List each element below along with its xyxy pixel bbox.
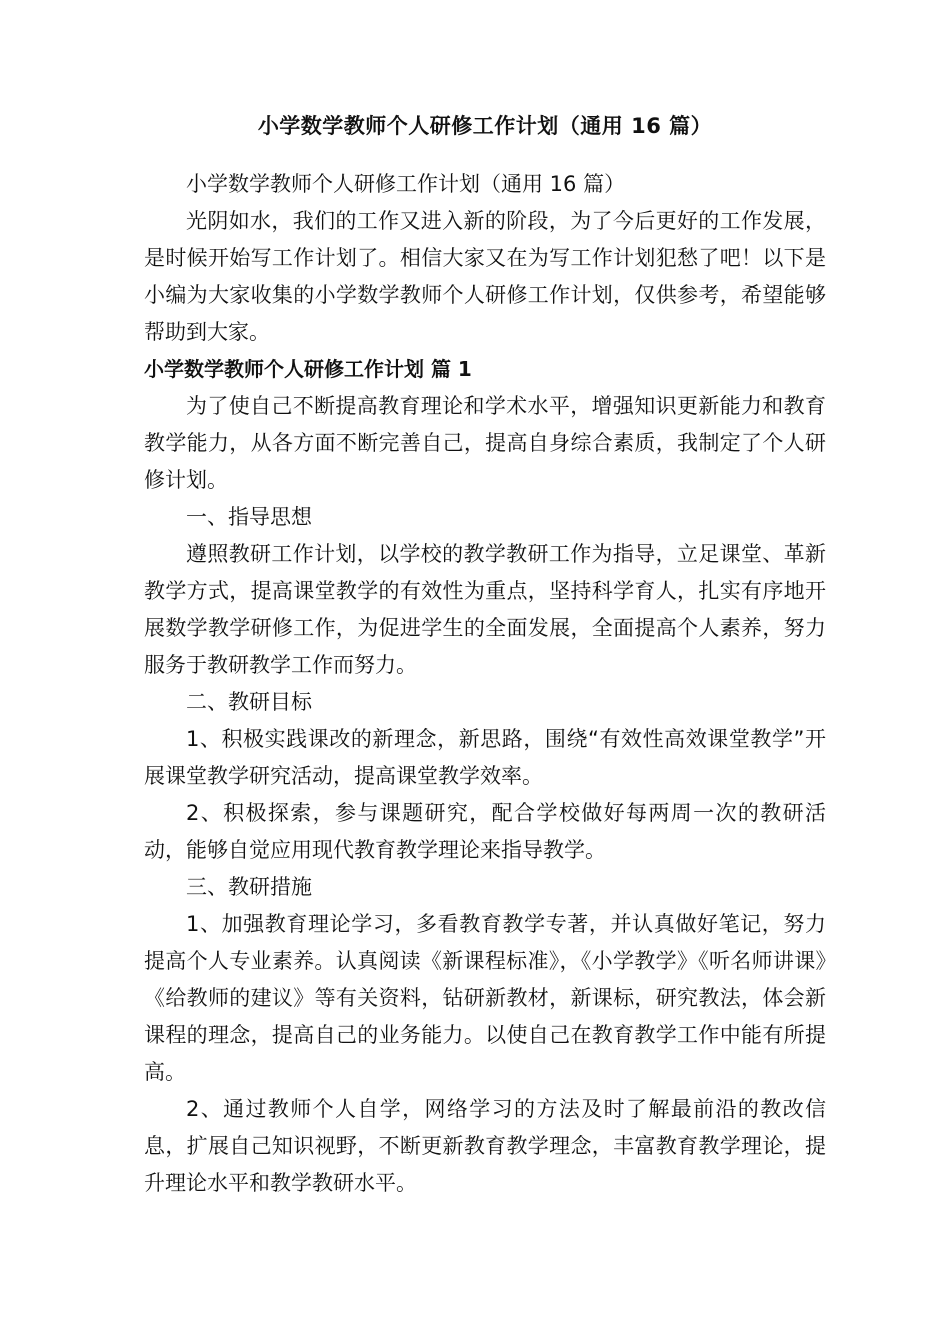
document-page — [144, 108, 826, 1202]
subheading-research-goals: 二、教研目标 — [186, 690, 312, 714]
list-item: 2、积极探索，参与课题研究，配合学校做好每两周一次的教研活动，能够自觉应用现代教育教学理论来指导教学。 — [144, 801, 826, 862]
subheading-guiding-ideology: 一、指导思想 — [186, 505, 312, 529]
section-paragraph: 为了使自己不断提高教育理论和学术水平，增强知识更新能力和教育教学能力，从各方面不断完善自己，提高自身综合素质，我制定了个人研修计划。 — [144, 394, 826, 492]
section-heading: 小学数学教师个人研修工作计划 篇 1 — [144, 357, 472, 381]
document-title: 小学数学教师个人研修工作计划（通用 16 篇） — [257, 114, 713, 138]
subheading-research-measures: 三、教研措施 — [186, 875, 312, 899]
list-item: 1、积极实践课改的新理念，新思路，围绕“有效性高效课堂教学”开展课堂教学研究活动，提高课堂教学效率。 — [144, 727, 826, 788]
list-item: 1、加强教育理论学习，多看教育教学专著，并认真做好笔记，努力提高个人专业素养。认真阅读《新课程标准》，《小学教学》《听名师讲课》《给教师的建议》等有关资料，钻研新教材，新课标，研究教法，体会新课程的理念，提高自己的业务能力。以使自己在教育教学工作中能有所提高。 — [144, 912, 826, 1084]
section-paragraph: 遵照教研工作计划，以学校的教学教研工作为指导，立足课堂、革新教学方式，提高课堂教学的有效性为重点，坚持科学育人，扎实有序地开展数学教学研修工作，为促进学生的全面发展，全面提高个人素养，努力服务于教研教学工作而努力。 — [144, 542, 826, 677]
intro-subtitle: 小学数学教师个人研修工作计划（通用 16 篇） — [186, 172, 626, 196]
list-item: 2、通过教师个人自学，网络学习的方法及时了解最前沿的教改信息，扩展自己知识视野，不断更新教育教学理念，丰富教育教学理论，提升理论水平和教学教研水平。 — [144, 1097, 826, 1195]
intro-paragraph: 光阴如水，我们的工作又进入新的阶段，为了今后更好的工作发展，是时候开始写工作计划了。相信大家又在为写工作计划犯愁了吧！以下是小编为大家收集的小学数学教师个人研修工作计划，仅供参考，希望能够帮助到大家。 — [144, 209, 826, 344]
